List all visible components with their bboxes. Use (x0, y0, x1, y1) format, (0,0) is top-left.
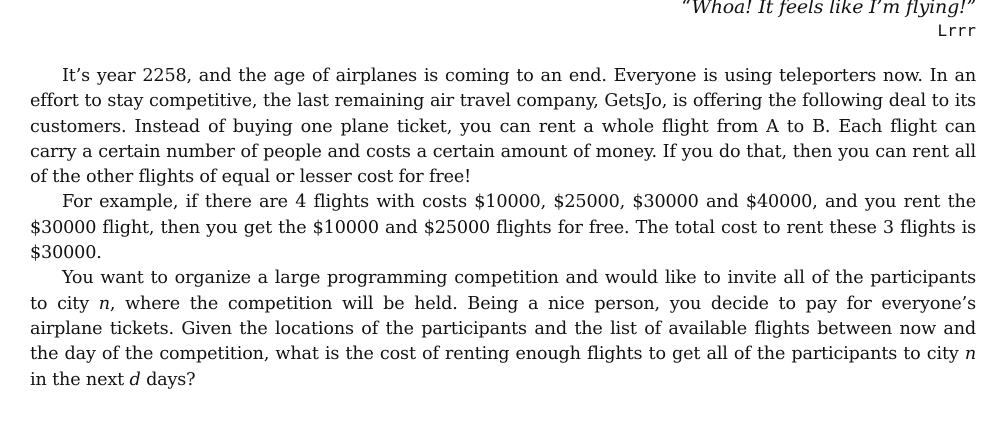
task-text-2: , where the competition will be held. Being a nice person, you decide to pay for everyone’s airplane tickets. Given the locations of the participants and the list of available flights between now and the day of the competition, what is the cost of renting enough flights to get all of the participants to city (30, 293, 976, 365)
task-text-3: in the next (30, 369, 130, 390)
epigraph-quote: “Whoa! It feels like I’m flying!” (681, 0, 976, 18)
epigraph-author: Lrrr (937, 21, 976, 40)
epigraph (681, 0, 976, 43)
task-text-1: You want to organize a large programming competition and would like to invite all of the participants to city (30, 268, 976, 314)
paragraph-example: For example, if there are 4 flights with costs $10000, $25000, $30000 and $40000, and you rent the $30000 flight, then you get the $10000 and $25000 flights for free. The total cost to rent these 3 flights is $30000. (30, 192, 976, 264)
paragraph-intro: It’s year 2258, and the age of airplanes is coming to an end. Everyone is using teleporters now. In an effort to stay competitive, the last remaining air travel company, GetsJo, is offering the following deal to its customers. Instead of buying one plane ticket, you can rent a whole flight from A to B. Each flight can carry a certain number of people and costs a certain amount of money. If you do that, then you can rent all of the other flights of equal or lesser cost for free! (30, 66, 976, 188)
task-text-4: days? (140, 369, 196, 390)
paragraph-task (30, 266, 976, 392)
problem-statement (30, 64, 976, 393)
variable-d: d (129, 369, 141, 390)
variable-n: n (98, 293, 110, 314)
variable-n: n (964, 344, 976, 365)
